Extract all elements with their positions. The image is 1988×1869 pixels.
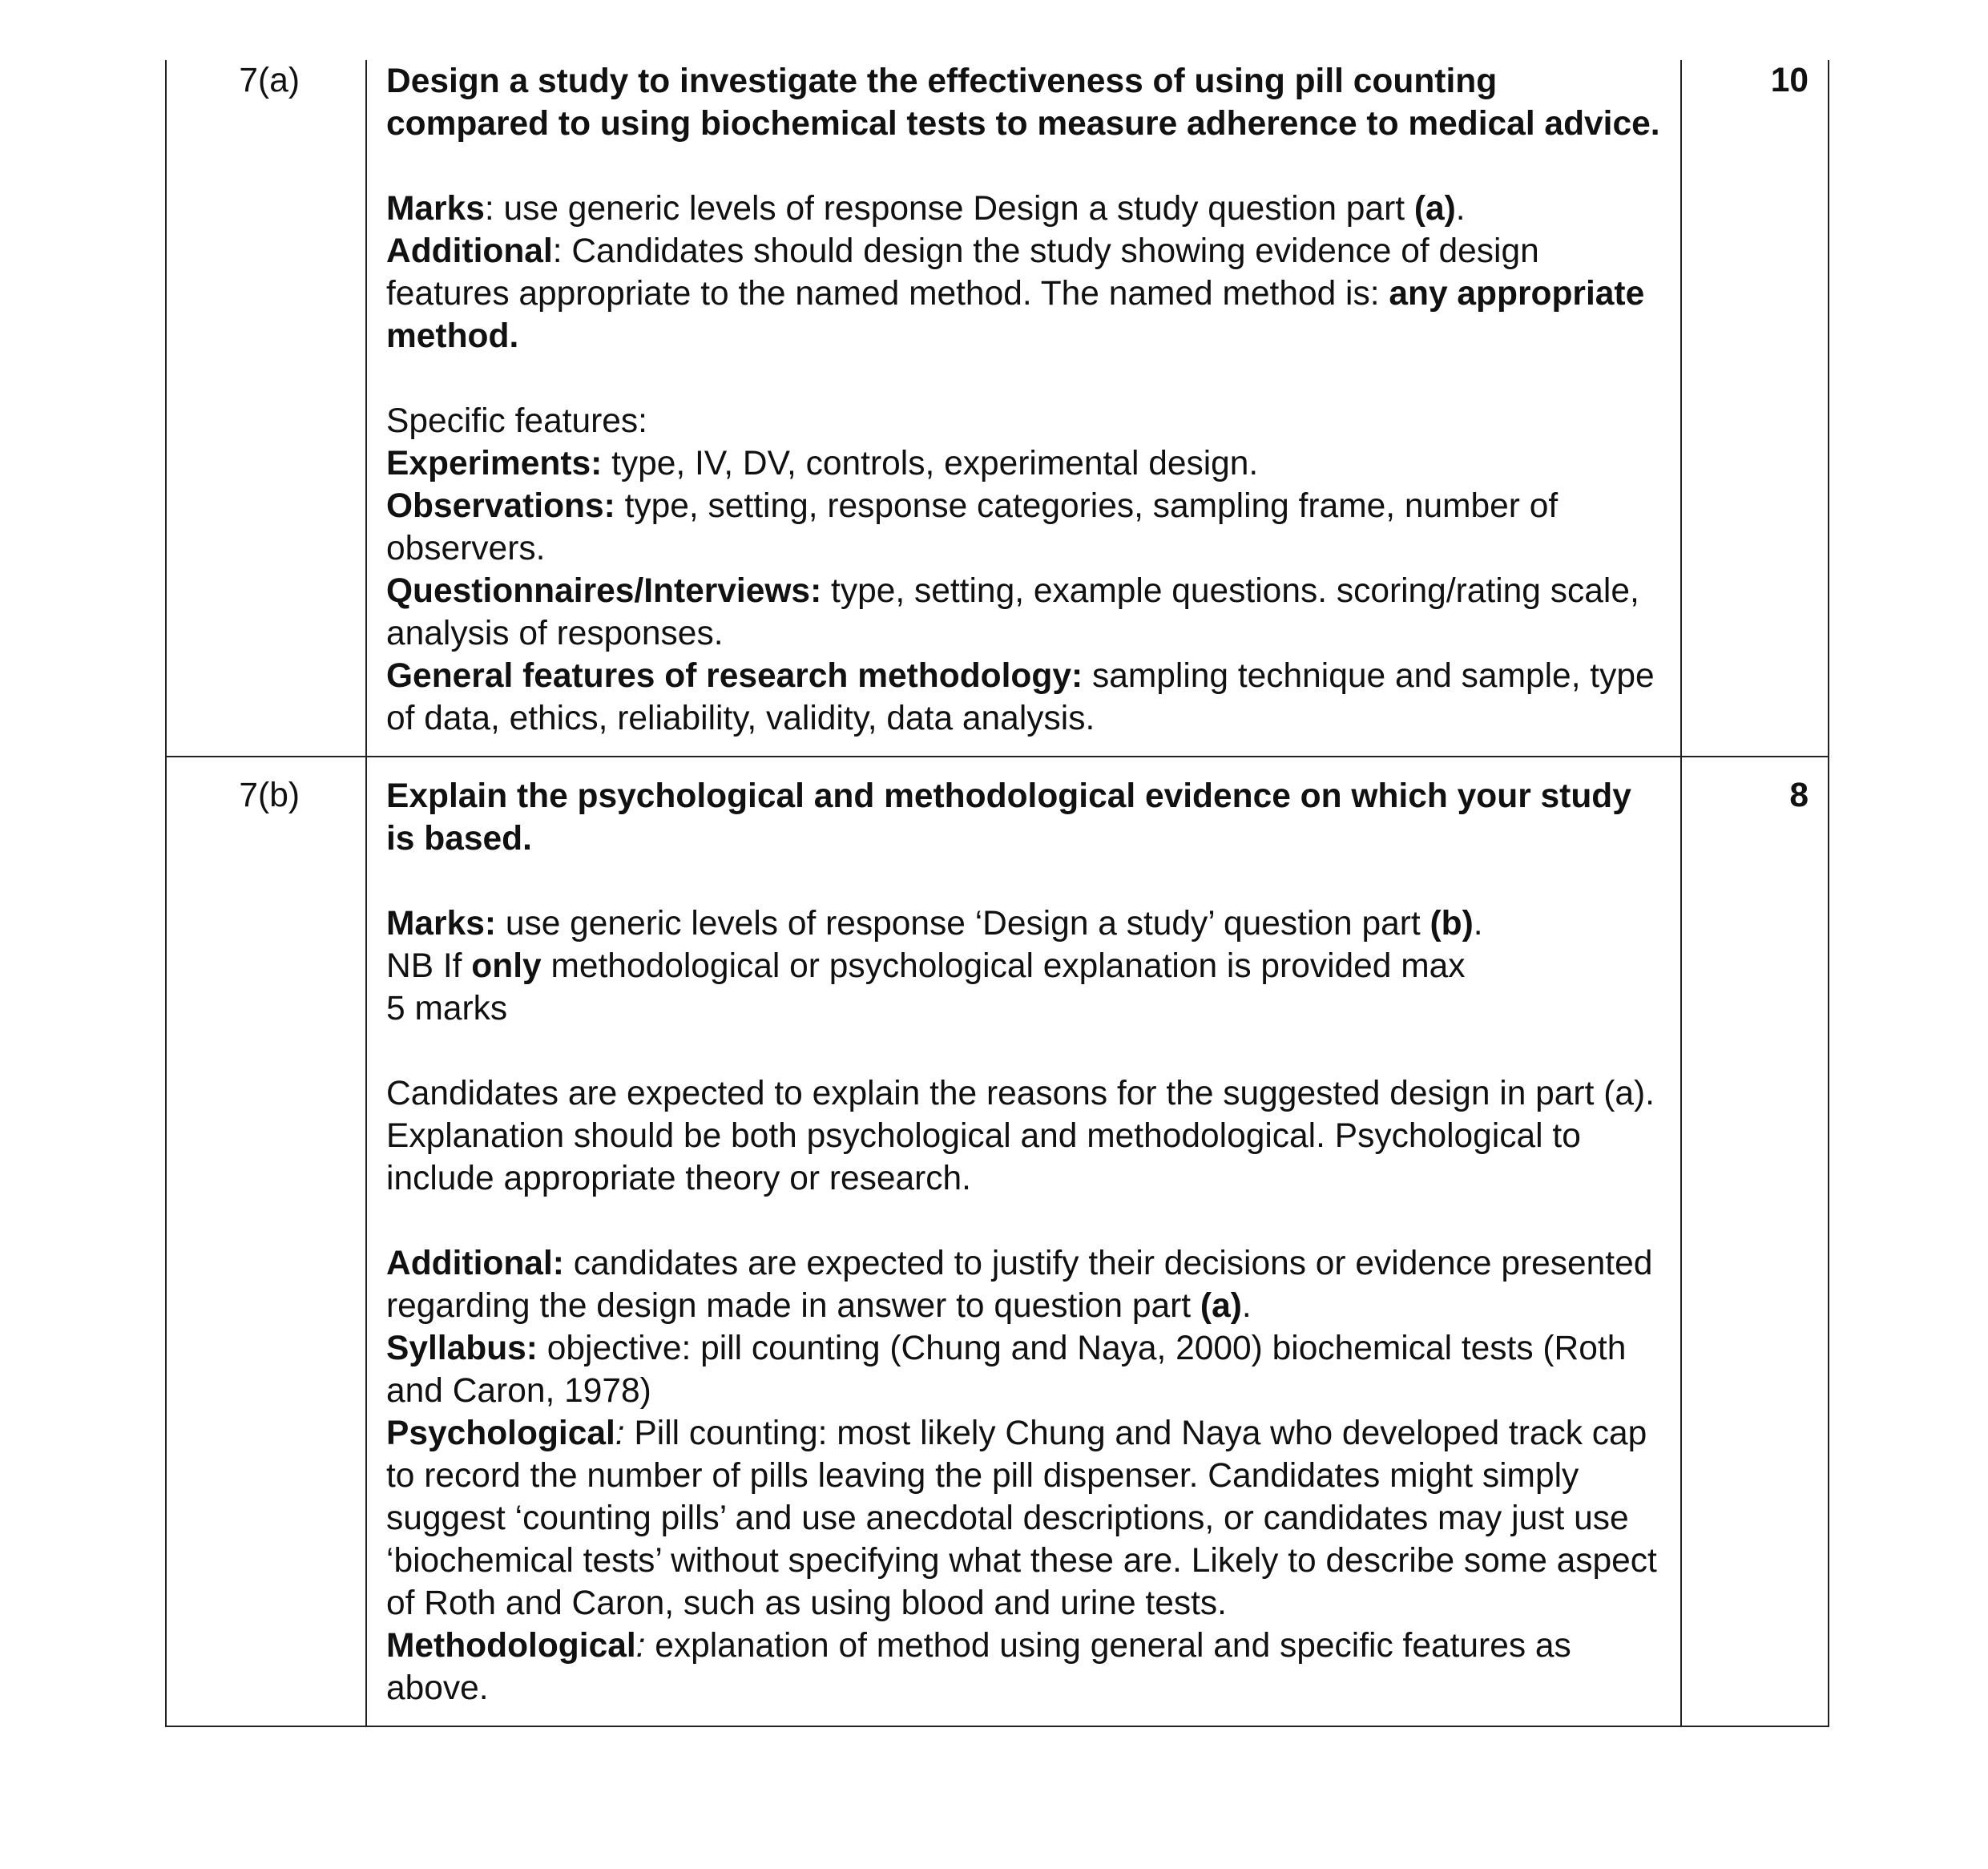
- table-row-7a: [166, 60, 1829, 757]
- table-row-7b: [166, 757, 1829, 1726]
- additional-guidance: Additional: candidates are expected to justify their decisions or evidence presented regarding the design made in answer to question part (a).: [386, 1245, 1653, 1325]
- feature-general-methodology: General features of research methodology: sampling technique and sample, type of data, ethics, reliability, validity, data analysis.: [386, 657, 1655, 737]
- marks-guidance: Marks: use generic levels of response ‘Design a study’ question part (b).: [386, 905, 1483, 943]
- answer-cell: [366, 60, 1681, 757]
- explanation-paragraph: Candidates are expected to explain the reasons for the suggested design in part (a). Explanation should be both psychological and methodological. Psychological to include appropriate theory or research.: [386, 1075, 1655, 1197]
- question-prompt: Design a study to investigate the effectiveness of using pill counting compared to using biochemical tests to measure adherence to medical advice.: [386, 63, 1660, 143]
- marks-guidance: Marks: use generic levels of response Design a study question part (a).: [386, 190, 1466, 228]
- answer-cell: [366, 757, 1681, 1726]
- question-number-cell: [166, 757, 366, 1726]
- marks-cell: [1681, 757, 1829, 1726]
- question-number: 7(a): [239, 62, 300, 99]
- question-number-cell: [166, 60, 366, 757]
- question-prompt: Explain the psychological and methodological evidence on which your study is based.: [386, 777, 1631, 858]
- psychological-guidance: Psychological: Pill counting: most likely Chung and Naya who developed track cap to record the number of pills leaving the pill dispenser. Candidates might simply suggest ‘counting pills’ and use anecdotal descriptions, or candidates may just use ‘biochemical tests’ without specifying what these are. Likely to describe some aspect of Roth and Caron, such as using blood and urine tests.: [386, 1415, 1657, 1622]
- mark-scheme-table: [165, 60, 1829, 1727]
- methodological-guidance: Methodological: explanation of method using general and specific features as above.: [386, 1627, 1571, 1707]
- marks-value: 10: [1770, 62, 1809, 99]
- question-number: 7(b): [239, 777, 300, 814]
- feature-experiments: Experiments: type, IV, DV, controls, experimental design.: [386, 445, 1259, 482]
- feature-questionnaires: Questionnaires/Interviews: type, setting, example questions. scoring/rating scale, analysis of responses.: [386, 572, 1639, 652]
- marks-cell: [1681, 60, 1829, 757]
- additional-guidance: Additional: Candidates should design the study showing evidence of design features appropriate to the named method. The named method is: any appropriate method.: [386, 232, 1645, 355]
- nb-note: NB If only methodological or psychological explanation is provided max 5 marks: [386, 947, 1466, 1027]
- syllabus-guidance: Syllabus: objective: pill counting (Chung and Naya, 2000) biochemical tests (Roth and Caron, 1978): [386, 1330, 1627, 1410]
- specific-features-heading: Specific features:: [386, 402, 647, 440]
- feature-observations: Observations: type, setting, response categories, sampling frame, number of observers.: [386, 487, 1559, 567]
- marks-value: 8: [1789, 777, 1809, 814]
